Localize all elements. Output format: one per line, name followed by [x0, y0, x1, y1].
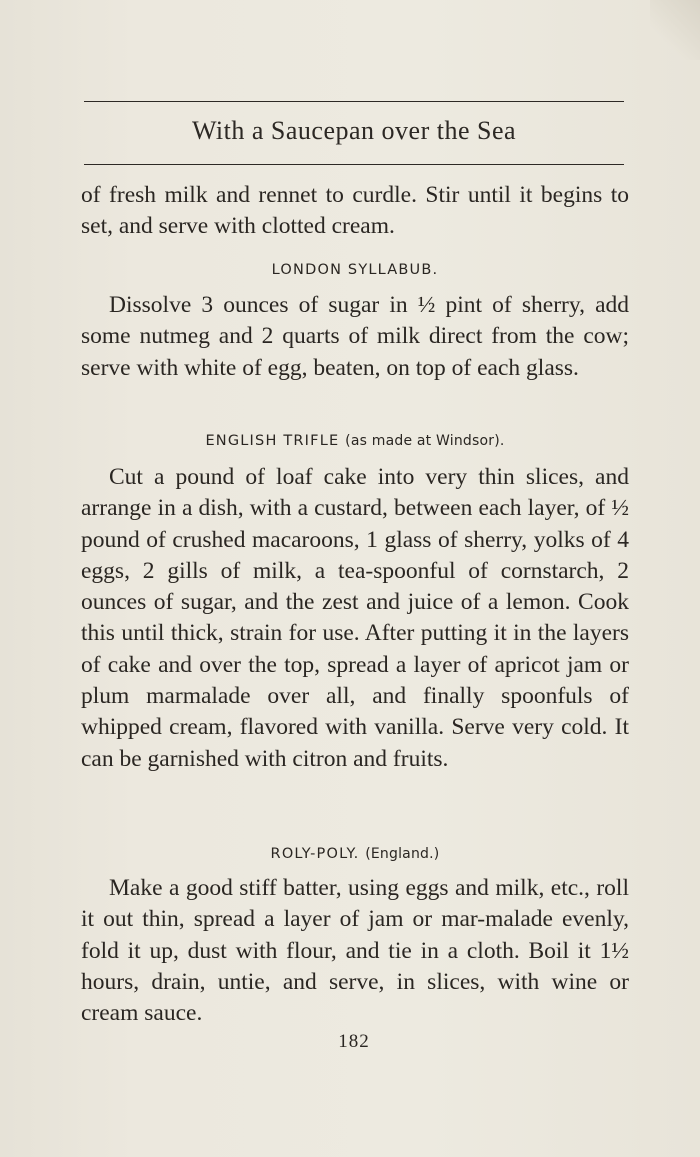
section-subtitle: (England.)	[365, 846, 440, 862]
continuation-text: of fresh milk and rennet to curdle. Stir until it begins to set, and serve with clotted cream.	[81, 182, 629, 240]
section-text: Dissolve 3 ounces of sugar in ½ pint of sherry, add some nutmeg and 2 quarts of milk direct from the cow; serve with white of egg, beaten, on top of each glass.	[81, 292, 629, 381]
section-title: ROLY-POLY.	[270, 846, 360, 862]
section-text: Cut a pound of loaf cake into very thin slices, and arrange in a dish, with a custard, between each layer, of ½ pound of crushed macaroons, 1 glass of sherry, yolks of 4 eggs, 2 gills of milk, a tea-spoonful of cornstarch, 2 ounces of sugar, and the zest and juice of a lemon. Cook this until thick, strain for use. After putting it in the layers of cake and over the top, spread a layer of apricot jam or plum marmalade over all, and finally spoonfuls of whipped cream, flavored with vanilla. Serve very cold. It can be garnished with citron and fruits.	[81, 464, 629, 772]
continuation-paragraph	[81, 180, 629, 243]
section-subtitle: (as made at Windsor).	[345, 433, 505, 449]
header-rule-bottom	[84, 164, 624, 165]
section-text: Make a good stiff batter, using eggs and milk, etc., roll it out thin, spread a layer of jam or mar-malade evenly, fold it up, dust with flour, and tie in a cloth. Boil it 1½ hours, drain, untie, and serve, in slices, with wine or cream sauce.	[81, 875, 629, 1027]
page-corner-shadow	[650, 0, 700, 60]
running-head: With a Saucepan over the Sea	[191, 116, 517, 145]
page-number: 182	[338, 1031, 370, 1052]
section-paragraph-english-trifle	[81, 462, 629, 775]
section-title: ENGLISH TRIFLE	[205, 433, 340, 449]
section-heading-london-syllabub	[81, 262, 629, 278]
section-heading-roly-poly	[81, 846, 629, 862]
section-paragraph-roly-poly	[81, 873, 629, 1029]
section-paragraph-london-syllabub	[81, 290, 629, 384]
section-heading-english-trifle	[81, 433, 629, 449]
header-rule-top	[84, 101, 624, 102]
section-title: LONDON SYLLABUB.	[271, 262, 439, 278]
